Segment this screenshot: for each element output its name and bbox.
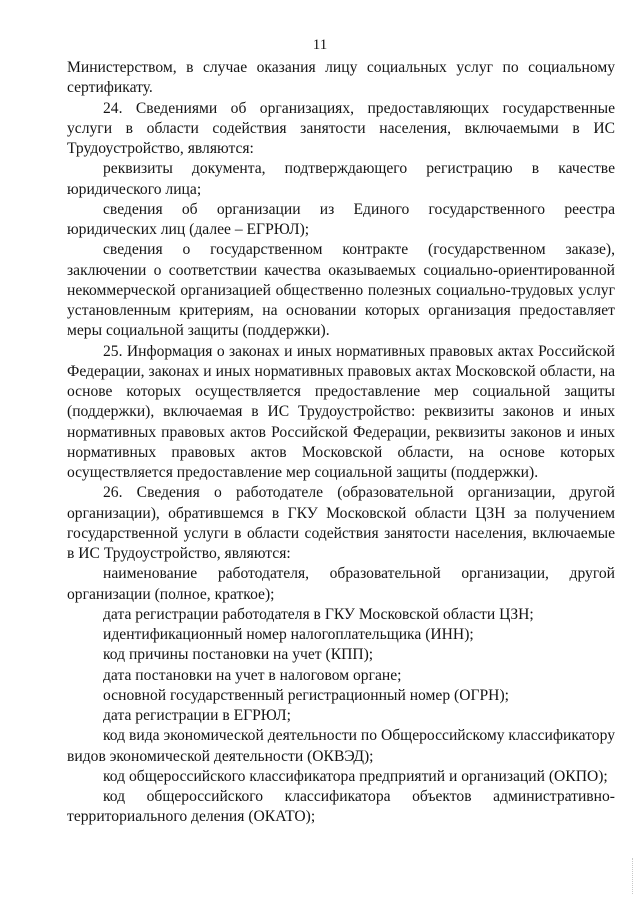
scan-margin-mark — [632, 858, 636, 894]
list-item-state-contract: сведения о государственном контракте (государственном заказе), заключении о соответствии качества оказываемых социально-ориентированной некоммерческой организацией общественно полезных социально-трудовых услуг установленным критериям, на основании которых организация предоставляет меры социальной защиты (поддержки). — [67, 241, 615, 340]
paragraph-continuation: Министерством, в случае оказания лицу социальных услуг по социальному сертификату. — [67, 59, 615, 97]
list-item-employer-name: наименование работодателя, образовательной организации, другой организации (полное, краткое); — [67, 565, 615, 603]
list-item-okpo: код общероссийского классификатора предприятий и организаций (ОКПО); — [103, 767, 608, 785]
list-item-kpp: код причины постановки на учет (КПП); — [103, 646, 374, 664]
list-item-inn: идентификационный номер налогоплательщика (ИНН); — [103, 626, 474, 643]
page-number: 11 — [312, 37, 328, 53]
list-item-egrul-date: дата регистрации в ЕГРЮЛ; — [103, 707, 291, 724]
list-item-okato: код общероссийского классификатора объектов административно-территориального деления (ОКАТО); — [67, 788, 615, 826]
list-item-ogrn: основной государственный регистрационный номер (ОГРН); — [103, 686, 509, 704]
list-item-egrul-info: сведения об организации из Единого государственного реестра юридических лиц (далее – ЕГРЮЛ); — [67, 200, 615, 238]
list-item-registration-date-czn: дата регистрации работодателя в ГКУ Московской области ЦЗН; — [103, 605, 534, 623]
list-item-tax-registration-date: дата постановки на учет в налоговом органе; — [103, 666, 402, 684]
list-item-legal-entity-registration: реквизиты документа, подтверждающего регистрацию в качестве юридического лица; — [67, 160, 615, 198]
paragraph-item-24: 24. Сведениями об организациях, предоставляющих государственные услуги в области содействия занятости населения, включаемыми в ИС Трудоустройство, являются: — [67, 99, 615, 157]
list-item-okved: код вида экономической деятельности по Общероссийскому классификатору видов экономической деятельности (ОКВЭД); — [67, 727, 615, 765]
paragraph-item-26: 26. Сведения о работодателе (образовательной организации, другой организации), обратившемся в ГКУ Московской области ЦЗН за получением государственной услуги в области содействия занятости населения, включаемые в ИС Трудоустройство, являются: — [67, 484, 615, 562]
paragraph-item-25: 25. Информация о законах и иных нормативных правовых актах Российской Федерации, законах и иных нормативных правовых актах Московской области, на основе которых осуществляется предоставление мер социальной защиты (поддержки), включаемая в ИС Трудоустройство: реквизиты законов и иных нормативных правовых актов Российской Федерации, реквизиты законов и иных нормативных правовых актов Московской области, на основе которых осуществляется предоставление мер социальной защиты (поддержки). — [67, 342, 615, 481]
document-body — [67, 58, 615, 828]
